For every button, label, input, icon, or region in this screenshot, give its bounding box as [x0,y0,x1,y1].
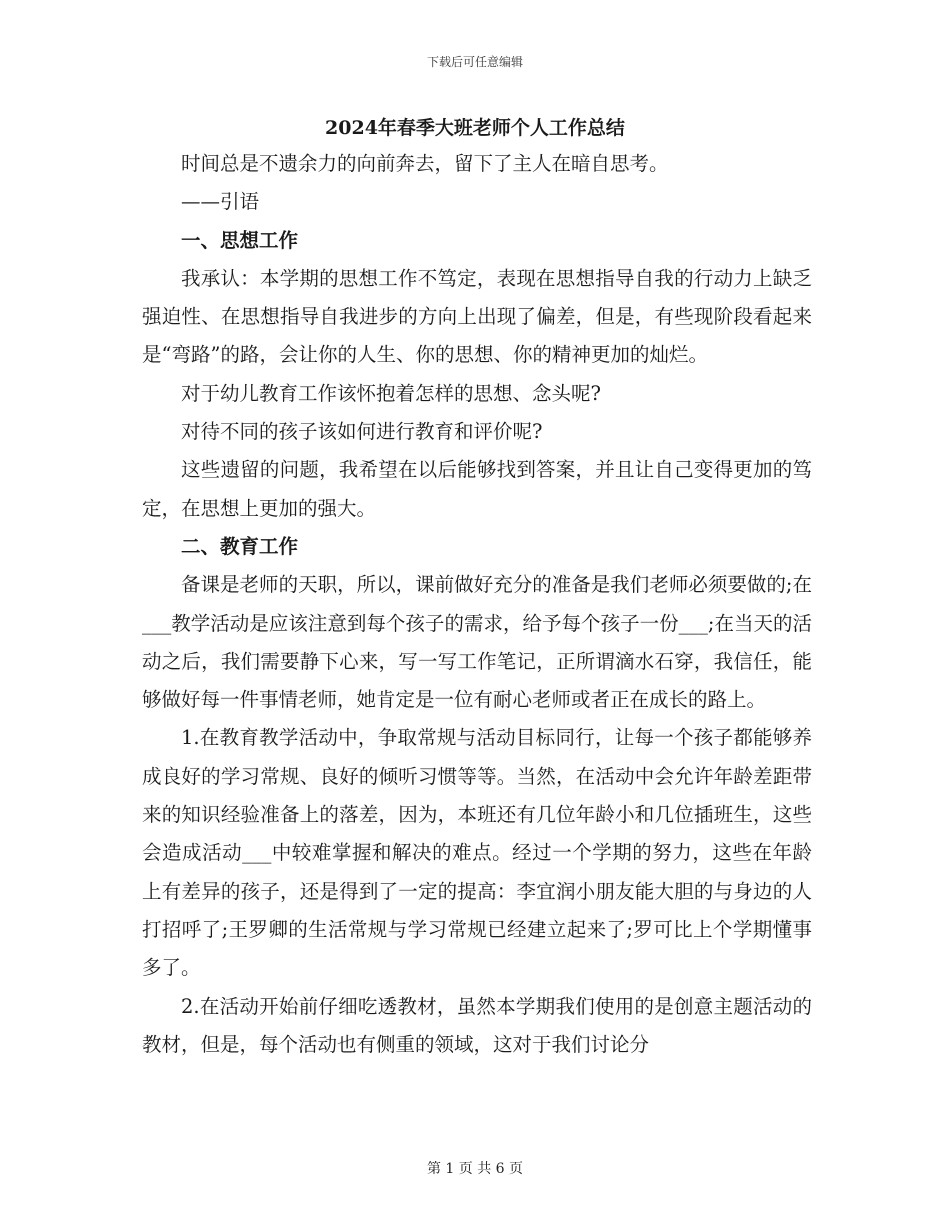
section-heading-education-work: 二、教育工作 [181,534,299,558]
header-note: 下载后可任意编辑 [426,55,523,69]
paragraph: 对待不同的孩子该如何进行教育和评价呢? [181,420,543,444]
section-heading-thought-work: 一、思想工作 [181,228,299,252]
page-number: 第 1 页 共 6 页 [426,1161,524,1177]
paragraph: 2.在活动开始前仔细吃透教材，虽然本学期我们使用的是创意主题活动的教材，但是，每个活动也有侧重的领域，这对于我们讨论分 [142,994,812,1056]
paragraph: 我承认：本学期的思想工作不笃定，表现在思想指导自我的行动力上缺乏强迫性、在思想指导自我进步的方向上出现了偏差，但是，有些现阶段看起来是“弯路”的路，会让你的人生、你的思想、你的精神更加的灿烂。 [142,266,812,367]
paragraph: 对于幼儿教育工作该怀抱着怎样的思想、念头呢? [181,381,601,405]
paragraph: 1.在教育教学活动中，争取常规与活动目标同行，让每一个孩子都能够养成良好的学习常规、良好的倾听习惯等等。当然，在活动中会允许年龄差距带来的知识经验准备上的落差，因为，本班还有几位年龄小和几位插班生，这些会造成活动___中较难掌握和解决的难点。经过一个学期的努力，这些在年龄上有差异的孩子，还是得到了一定的提高：李宜润小朋友能大胆的与身边的人打招呼了;王罗卿的生活常规与学习常规已经建立起来了;罗可比上个学期懂事多了。 [142,726,812,980]
document-title: 2024年春季大班老师个人工作总结 [325,117,625,139]
paragraph: 备课是老师的天职，所以，课前做好充分的准备是我们老师必须要做的;在___教学活动是应该注意到每个孩子的需求，给予每个孩子一份___;在当天的活动之后，我们需要静下心来，写一写工作笔记，正所谓滴水石穿，我信任，能够做好每一件事情老师，她肯定是一位有耐心老师或者正在成长的路上。 [142,573,812,712]
intro-attribution: ——引语 [181,190,260,214]
intro-quote: 时间总是不遗余力的向前奔去，留下了主人在暗自思考。 [181,152,669,175]
paragraph: 这些遗留的问题，我希望在以后能够找到答案，并且让自己变得更加的笃定，在思想上更加的强大。 [142,458,812,520]
document-body [142,145,812,1064]
